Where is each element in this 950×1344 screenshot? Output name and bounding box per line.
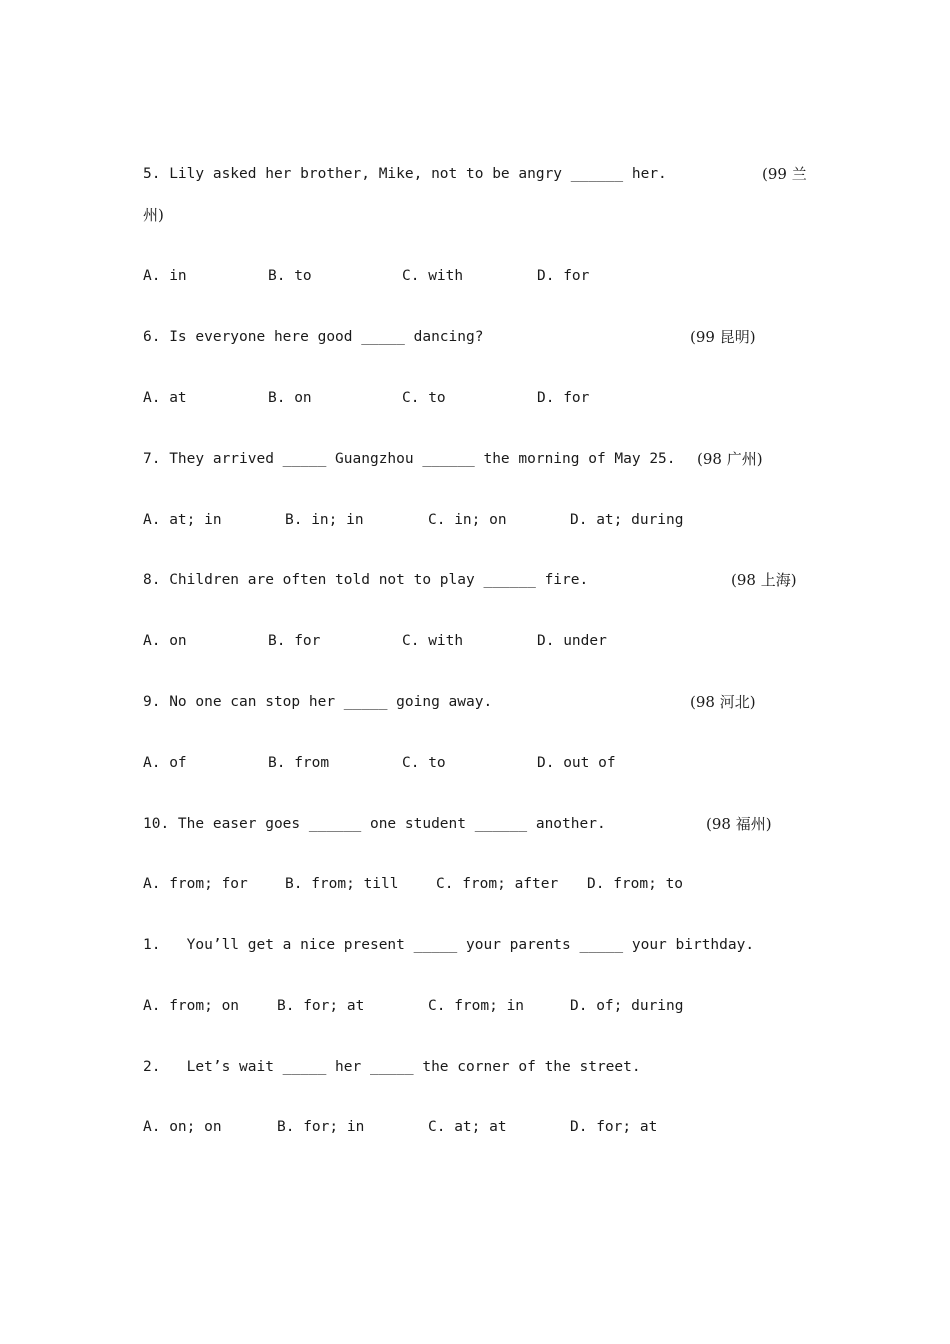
question-8-option-c: C. with bbox=[402, 633, 464, 649]
question-6-option-a: A. at bbox=[143, 390, 187, 406]
question-5-option-c: C. with bbox=[402, 268, 464, 284]
question-2-stem: 2. Let’s wait _____ her _____ the corner of the street. bbox=[143, 1059, 641, 1075]
question-2-option-c: C. at; at bbox=[428, 1119, 507, 1135]
question-1-option-a: A. from; on bbox=[143, 998, 240, 1014]
question-6-option-d: D. for bbox=[537, 390, 590, 406]
question-7-stem: 7. They arrived _____ Guangzhou ______ the morning of May 25. bbox=[143, 451, 676, 467]
question-9-source: (98 河北) bbox=[690, 693, 756, 711]
question-5-option-d: D. for bbox=[537, 268, 590, 284]
question-6-option-b: B. on bbox=[268, 390, 312, 406]
question-8-source: (98 上海) bbox=[731, 571, 797, 589]
question-6-option-c: C. to bbox=[402, 390, 446, 406]
question-9-stem: 9. No one can stop her _____ going away. bbox=[143, 694, 493, 710]
question-2-option-a: A. on; on bbox=[143, 1119, 222, 1135]
question-10-option-b: B. from; till bbox=[285, 876, 399, 892]
question-7-option-a: A. at; in bbox=[143, 512, 222, 528]
question-6-stem: 6. Is everyone here good _____ dancing? bbox=[143, 329, 484, 345]
question-1-stem: 1. You’ll get a nice present _____ your parents _____ your birthday. bbox=[143, 937, 755, 953]
question-8-option-b: B. for bbox=[268, 633, 321, 649]
question-10-option-a: A. from; for bbox=[143, 876, 248, 892]
question-5-option-a: A. in bbox=[143, 268, 187, 284]
question-5-source: (99 兰 bbox=[762, 165, 807, 183]
question-5-option-b: B. to bbox=[268, 268, 312, 284]
question-7-option-c: C. in; on bbox=[428, 512, 507, 528]
question-9-option-d: D. out of bbox=[537, 755, 616, 771]
question-5-stem: 5. Lily asked her brother, Mike, not to be angry ______ her. bbox=[143, 166, 667, 182]
question-1-option-b: B. for; at bbox=[277, 998, 365, 1014]
question-2-option-d: D. for; at bbox=[570, 1119, 658, 1135]
question-5-source-cont: 州) bbox=[143, 206, 164, 224]
question-10-stem: 10. The easer goes ______ one student ______ another. bbox=[143, 816, 606, 832]
question-6-source: (99 昆明) bbox=[690, 328, 756, 346]
question-1-option-c: C. from; in bbox=[428, 998, 525, 1014]
question-7-source: (98 广州) bbox=[697, 450, 763, 468]
question-9-option-a: A. of bbox=[143, 755, 187, 771]
question-9-option-c: C. to bbox=[402, 755, 446, 771]
question-8-stem: 8. Children are often told not to play ______ fire. bbox=[143, 572, 589, 588]
question-2-option-b: B. for; in bbox=[277, 1119, 365, 1135]
question-10-source: (98 福州) bbox=[706, 815, 772, 833]
question-10-option-c: C. from; after bbox=[436, 876, 559, 892]
question-1-option-d: D. of; during bbox=[570, 998, 684, 1014]
question-8-option-d: D. under bbox=[537, 633, 607, 649]
question-10-option-d: D. from; to bbox=[587, 876, 684, 892]
question-8-option-a: A. on bbox=[143, 633, 187, 649]
question-7-option-b: B. in; in bbox=[285, 512, 364, 528]
question-7-option-d: D. at; during bbox=[570, 512, 684, 528]
question-9-option-b: B. from bbox=[268, 755, 330, 771]
